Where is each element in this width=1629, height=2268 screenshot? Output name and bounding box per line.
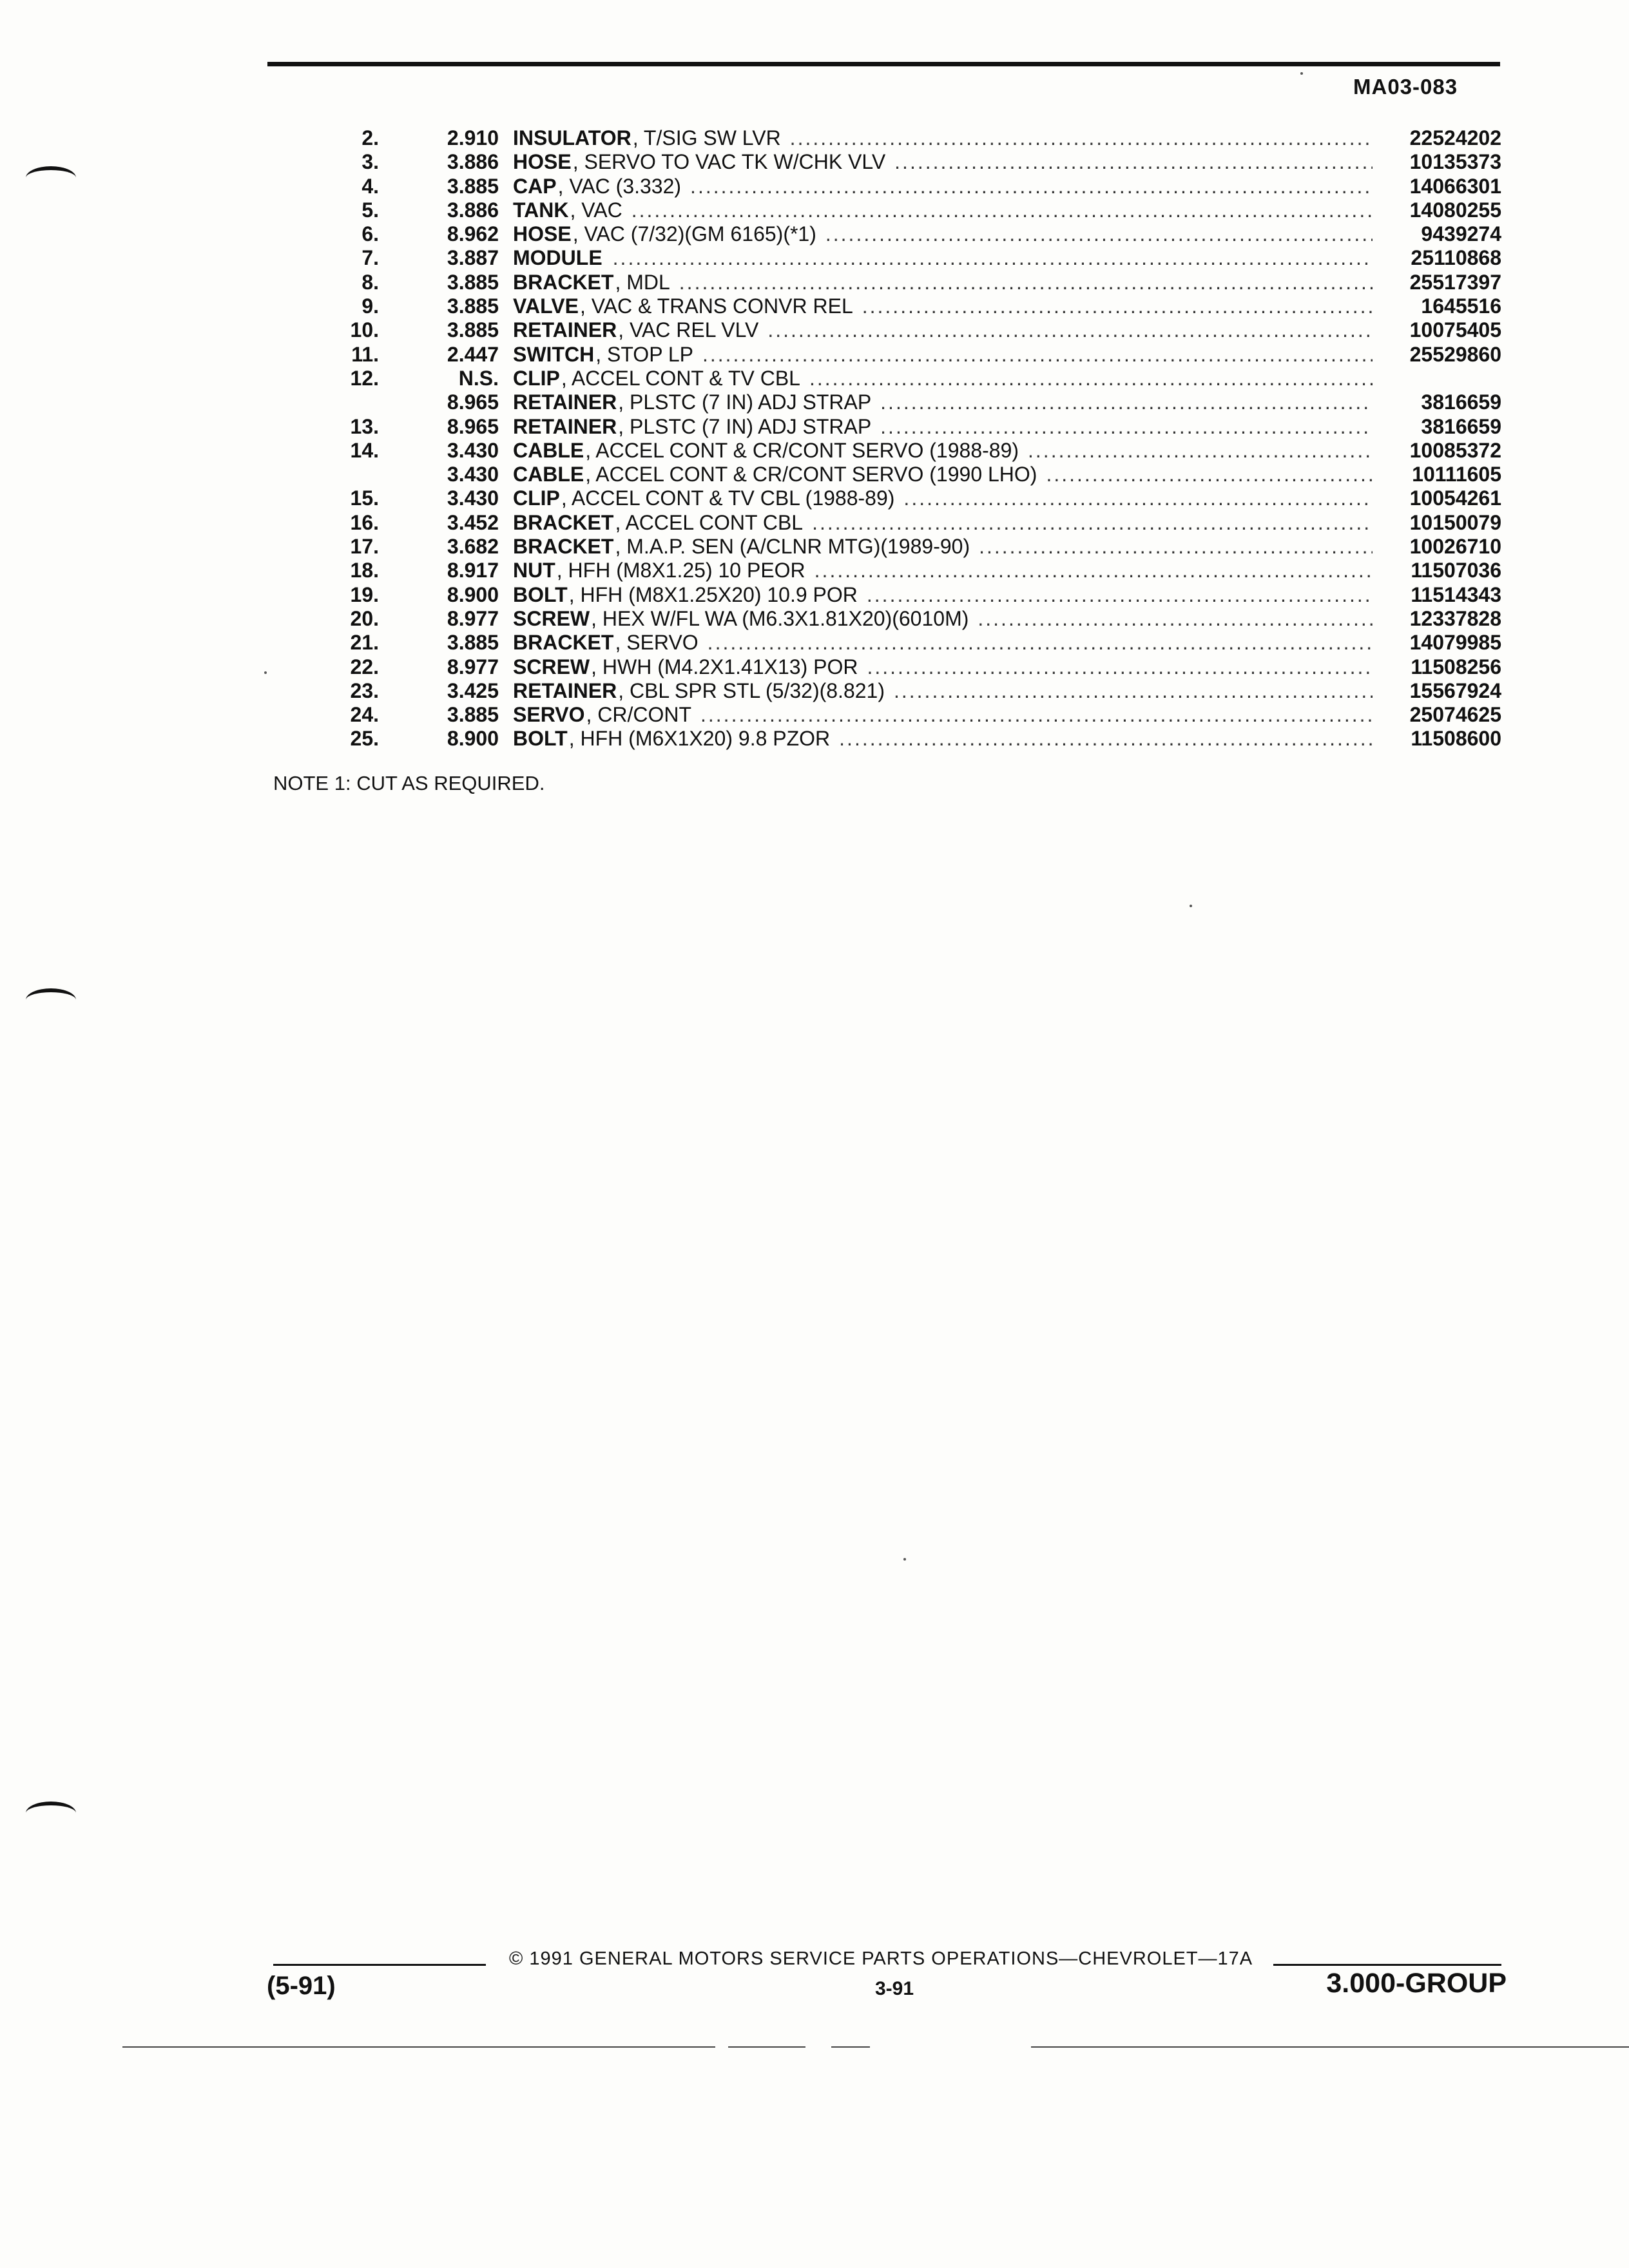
part-description [513,150,1373,174]
part-description [513,271,1373,294]
scan-speck [264,671,267,674]
part-detail-text: ACCEL CONT & CR/CONT SERVO (1990 LHO) [595,463,1037,486]
group-number: 3.452 [447,510,499,534]
part-number: 25529860 [1409,342,1501,366]
part-detail: , M.A.P. SEN (A/CLNR MTG)(1989-90) [615,535,970,559]
parts-row [303,727,1501,751]
item-number: 14. [350,438,379,462]
item-number: 19. [350,582,379,606]
part-detail: , SERVO TO VAC TK W/CHK VLV [572,150,886,174]
note: NOTE 1: CUT AS REQUIRED. [273,772,545,794]
part-number: 25110868 [1411,246,1501,270]
part-detail: , HFH (M8X1.25X20) 10.9 POR [568,582,858,606]
dot-leader [816,222,1373,246]
dot-leader [871,390,1373,414]
bottom-rule [1031,2046,1629,2048]
group-number: 8.977 [447,606,499,630]
part-detail-text: ACCEL CONT & CR/CONT SERVO (1988-89) [595,438,1019,462]
page-code: MA03-083 [1353,75,1458,99]
binder-hole-mark [26,988,76,1012]
part-number: 3816659 [1421,414,1501,438]
dot-leader [604,246,1373,270]
part-name: TANK [513,198,569,222]
part-name: HOSE [513,222,572,246]
part-detail-text: M.A.P. SEN (A/CLNR MTG)(1989-90) [626,535,970,559]
part-number: 12337828 [1409,606,1501,630]
part-name: VALVE [513,294,579,318]
item-number: 22. [350,655,379,678]
item-number: 15. [350,486,379,510]
bottom-rule [728,2046,805,2048]
part-description [513,631,1373,655]
part-name: SERVO [513,703,585,727]
part-name: BRACKET [513,535,614,559]
item-number: 6. [361,222,379,246]
item-number: 17. [350,535,379,559]
part-detail: , CBL SPR STL (5/32)(8.821) [618,678,885,702]
group-number: 8.900 [447,582,499,606]
part-detail: , ACCEL CONT & CR/CONT SERVO (1988-89) [585,438,1019,462]
parts-row [303,367,1501,390]
parts-list [303,126,1501,751]
part-number: 10150079 [1409,510,1501,534]
item-number: 9. [361,294,379,318]
part-detail-text: PLSTC (7 IN) ADJ STRAP [629,414,872,438]
bottom-rule [122,2046,715,2048]
footer-rule-left [273,1964,486,1966]
part-detail-text: HFH (M6X1X20) 9.8 PZOR [580,727,831,751]
part-detail: , T/SIG SW LVR [632,126,781,149]
part-number: 14080255 [1409,198,1501,222]
part-description [513,679,1373,703]
part-detail: , SERVO [615,631,699,655]
bottom-rule [831,2046,870,2048]
part-number: 11508600 [1411,727,1501,751]
copyright: © 1991 GENERAL MOTORS SERVICE PARTS OPERATIONS—CHEVROLET—17A [509,1948,1253,1969]
part-number: 11508256 [1411,655,1501,678]
part-description [513,175,1373,198]
part-detail: , VAC REL VLV [618,318,759,342]
group-number: 3.885 [447,631,499,655]
group-number: 3.425 [447,678,499,702]
dot-leader [1037,463,1373,486]
part-detail: , VAC (3.332) [557,174,682,198]
part-name: SWITCH [513,342,595,366]
dot-leader [858,583,1373,607]
part-detail: , VAC (7/32)(GM 6165)(*1) [572,222,816,246]
group-number: 3.887 [447,246,499,270]
date-code: (5-91) [267,1972,336,2000]
item-number: 18. [350,559,379,582]
part-name: CAP [513,174,557,198]
part-detail: , PLSTC (7 IN) ADJ STRAP [618,414,872,438]
parts-row [303,486,1501,510]
group-code: 3.000-GROUP [1326,1968,1507,1999]
page-number: 3-91 [875,1978,914,1999]
part-detail-text: PLSTC (7 IN) ADJ STRAP [629,390,872,414]
part-description [513,126,1373,150]
part-description [513,463,1373,486]
dot-leader [885,150,1373,174]
part-detail-text: HEX W/FL WA (M6.3X1.81X20)(6010M) [602,606,969,630]
scan-speck [1300,72,1303,75]
binder-hole-mark [26,1802,76,1825]
parts-row [303,559,1501,582]
dot-leader [758,318,1373,342]
part-detail-text: STOP LP [606,342,693,366]
parts-row [303,583,1501,607]
parts-row [303,463,1501,486]
part-detail: , HWH (M4.2X1.41X13) POR [591,655,858,678]
group-number: 8.965 [447,390,499,414]
item-number: 21. [350,631,379,655]
group-number: 3.886 [447,150,499,174]
part-number: 1645516 [1421,294,1501,318]
item-number: 25. [350,727,379,751]
part-description [513,415,1373,439]
item-number: 13. [350,414,379,438]
part-number: 22524202 [1409,126,1501,149]
part-detail-text: VAC [581,198,622,222]
part-description [513,198,1373,222]
dot-leader [781,126,1373,150]
group-number: 2.910 [447,126,499,149]
part-name: CLIP [513,366,560,390]
item-number: 5. [361,198,379,222]
group-number: 3.886 [447,198,499,222]
item-number: 23. [350,678,379,702]
dot-leader [670,271,1373,294]
dot-leader [969,607,1373,631]
part-name: RETAINER [513,390,617,414]
part-detail: , ACCEL CONT & TV CBL (1988-89) [561,486,895,510]
part-detail-text: SERVO TO VAC TK W/CHK VLV [584,150,886,174]
parts-row [303,631,1501,655]
dot-leader [970,535,1373,559]
part-description [513,607,1373,631]
item-number: 24. [350,703,379,727]
part-detail: , VAC & TRANS CONVR REL [579,294,853,318]
part-name: HOSE [513,150,572,174]
group-number: 8.900 [447,727,499,751]
parts-row [303,271,1501,294]
part-description [513,559,1373,582]
dot-leader [691,703,1373,727]
part-detail-text: CR/CONT [597,703,691,727]
group-number: 3.885 [447,703,499,727]
header-rule [267,62,1500,66]
item-number: 16. [350,510,379,534]
dot-leader [885,679,1373,703]
dot-leader [681,175,1373,198]
group-number: 8.917 [447,559,499,582]
dot-leader [871,415,1373,439]
part-number: 9439274 [1421,222,1501,246]
part-detail: , ACCEL CONT & TV CBL [561,366,800,390]
dot-leader [830,727,1373,751]
group-number: 3.885 [447,294,499,318]
part-description [513,703,1373,727]
group-number: 3.430 [447,486,499,510]
parts-row [303,150,1501,174]
group-number: 3.885 [447,174,499,198]
dot-leader [803,511,1373,535]
part-detail-text: VAC & TRANS CONVR REL [591,294,853,318]
part-detail-text: MDL [626,270,670,294]
part-detail: , ACCEL CONT & CR/CONT SERVO (1990 LHO) [585,463,1037,486]
part-description [513,655,1373,679]
part-name: BOLT [513,582,568,606]
part-name: RETAINER [513,678,617,702]
part-name: CABLE [513,463,584,486]
parts-row [303,246,1501,270]
part-description [513,318,1373,342]
part-detail-text: HFH (M8X1.25X20) 10.9 POR [580,582,858,606]
parts-row [303,535,1501,559]
group-number: 2.447 [447,342,499,366]
part-name: INSULATOR [513,126,631,149]
parts-row [303,511,1501,535]
part-detail-text: VAC (3.332) [569,174,682,198]
parts-row [303,126,1501,150]
item-number: 2. [361,126,379,149]
part-description [513,583,1373,607]
dot-leader [1019,439,1373,463]
part-detail-text: ACCEL CONT & TV CBL (1988-89) [571,486,895,510]
part-detail: , HEX W/FL WA (M6.3X1.81X20)(6010M) [591,606,969,630]
group-number: 3.430 [447,463,499,486]
part-detail-text: HWH (M4.2X1.41X13) POR [602,655,858,678]
part-detail-text: CBL SPR STL (5/32)(8.821) [629,678,885,702]
part-name: BOLT [513,727,568,751]
part-name: SCREW [513,606,590,630]
part-number: 11507036 [1411,559,1501,582]
part-detail-text: HFH (M8X1.25) 10 PEOR [568,559,805,582]
group-number: N.S. [458,366,499,390]
group-number: 3.885 [447,270,499,294]
part-number: 25517397 [1409,270,1501,294]
part-number: 15567924 [1409,678,1501,702]
part-description [513,390,1373,414]
dot-leader [622,198,1373,222]
footer-rule-right [1273,1964,1501,1966]
part-detail: , CR/CONT [586,703,691,727]
part-name: BRACKET [513,270,614,294]
part-description [513,727,1373,751]
part-detail-text: SERVO [626,631,699,655]
part-description [513,222,1373,246]
part-name: CLIP [513,486,560,510]
part-number: 10054261 [1409,486,1501,510]
group-number: 8.962 [447,222,499,246]
dot-leader [800,367,1373,390]
part-name: RETAINER [513,414,617,438]
part-detail-text: VAC REL VLV [629,318,759,342]
part-detail-text: T/SIG SW LVR [643,126,781,149]
part-number: 11514343 [1411,582,1501,606]
part-name: CABLE [513,438,584,462]
part-detail: , VAC [570,198,622,222]
item-number: 12. [350,366,379,390]
item-number: 20. [350,606,379,630]
dot-leader [805,559,1373,582]
parts-row [303,294,1501,318]
part-detail: , ACCEL CONT CBL [615,510,804,534]
part-number: 14066301 [1409,174,1501,198]
dot-leader [858,655,1373,679]
group-number: 3.885 [447,318,499,342]
part-number: 10135373 [1409,150,1501,174]
parts-row [303,318,1501,342]
parts-row [303,198,1501,222]
group-number: 8.965 [447,414,499,438]
parts-row [303,607,1501,631]
part-detail: , HFH (M8X1.25) 10 PEOR [556,559,805,582]
part-description [513,294,1373,318]
part-name: MODULE [513,246,602,270]
scan-speck [1190,905,1192,907]
part-number: 14079985 [1409,631,1501,655]
part-description [513,439,1373,463]
part-number: 10085372 [1409,438,1501,462]
part-detail-text: ACCEL CONT & TV CBL [571,366,800,390]
part-number: 10075405 [1409,318,1501,342]
parts-row [303,175,1501,198]
item-number: 10. [350,318,379,342]
part-name: BRACKET [513,631,614,655]
dot-leader [693,343,1373,367]
binder-hole-mark [26,166,76,189]
part-description [513,246,1373,270]
dot-leader [853,294,1373,318]
part-detail: , HFH (M6X1X20) 9.8 PZOR [568,727,831,751]
part-description [513,511,1373,535]
parts-row [303,703,1501,727]
item-number: 3. [361,150,379,174]
dot-leader [894,486,1373,510]
part-number: 10111605 [1412,463,1501,486]
part-detail-text: ACCEL CONT CBL [625,510,804,534]
part-detail: , MDL [615,270,670,294]
scan-speck [903,1558,906,1561]
parts-row [303,439,1501,463]
part-name: RETAINER [513,318,617,342]
parts-row [303,655,1501,679]
group-number: 8.977 [447,655,499,678]
item-number: 11. [351,342,379,366]
item-number: 8. [361,270,379,294]
part-detail-text: VAC (7/32)(GM 6165)(*1) [584,222,816,246]
part-number: 25074625 [1409,703,1501,727]
item-number: 4. [361,174,379,198]
part-description [513,535,1373,559]
part-detail: , STOP LP [595,342,693,366]
part-description [513,343,1373,367]
part-description [513,486,1373,510]
part-number: 3816659 [1421,390,1501,414]
parts-row [303,343,1501,367]
part-name: BRACKET [513,510,614,534]
parts-row [303,222,1501,246]
dot-leader [699,631,1373,655]
part-name: SCREW [513,655,590,678]
part-detail: , PLSTC (7 IN) ADJ STRAP [618,390,872,414]
parts-row [303,679,1501,703]
item-number: 7. [361,246,379,270]
part-number: 10026710 [1409,535,1501,559]
part-description [513,367,1373,390]
parts-row [303,415,1501,439]
group-number: 3.682 [447,535,499,559]
part-name: NUT [513,559,555,582]
parts-row [303,390,1501,414]
group-number: 3.430 [447,438,499,462]
